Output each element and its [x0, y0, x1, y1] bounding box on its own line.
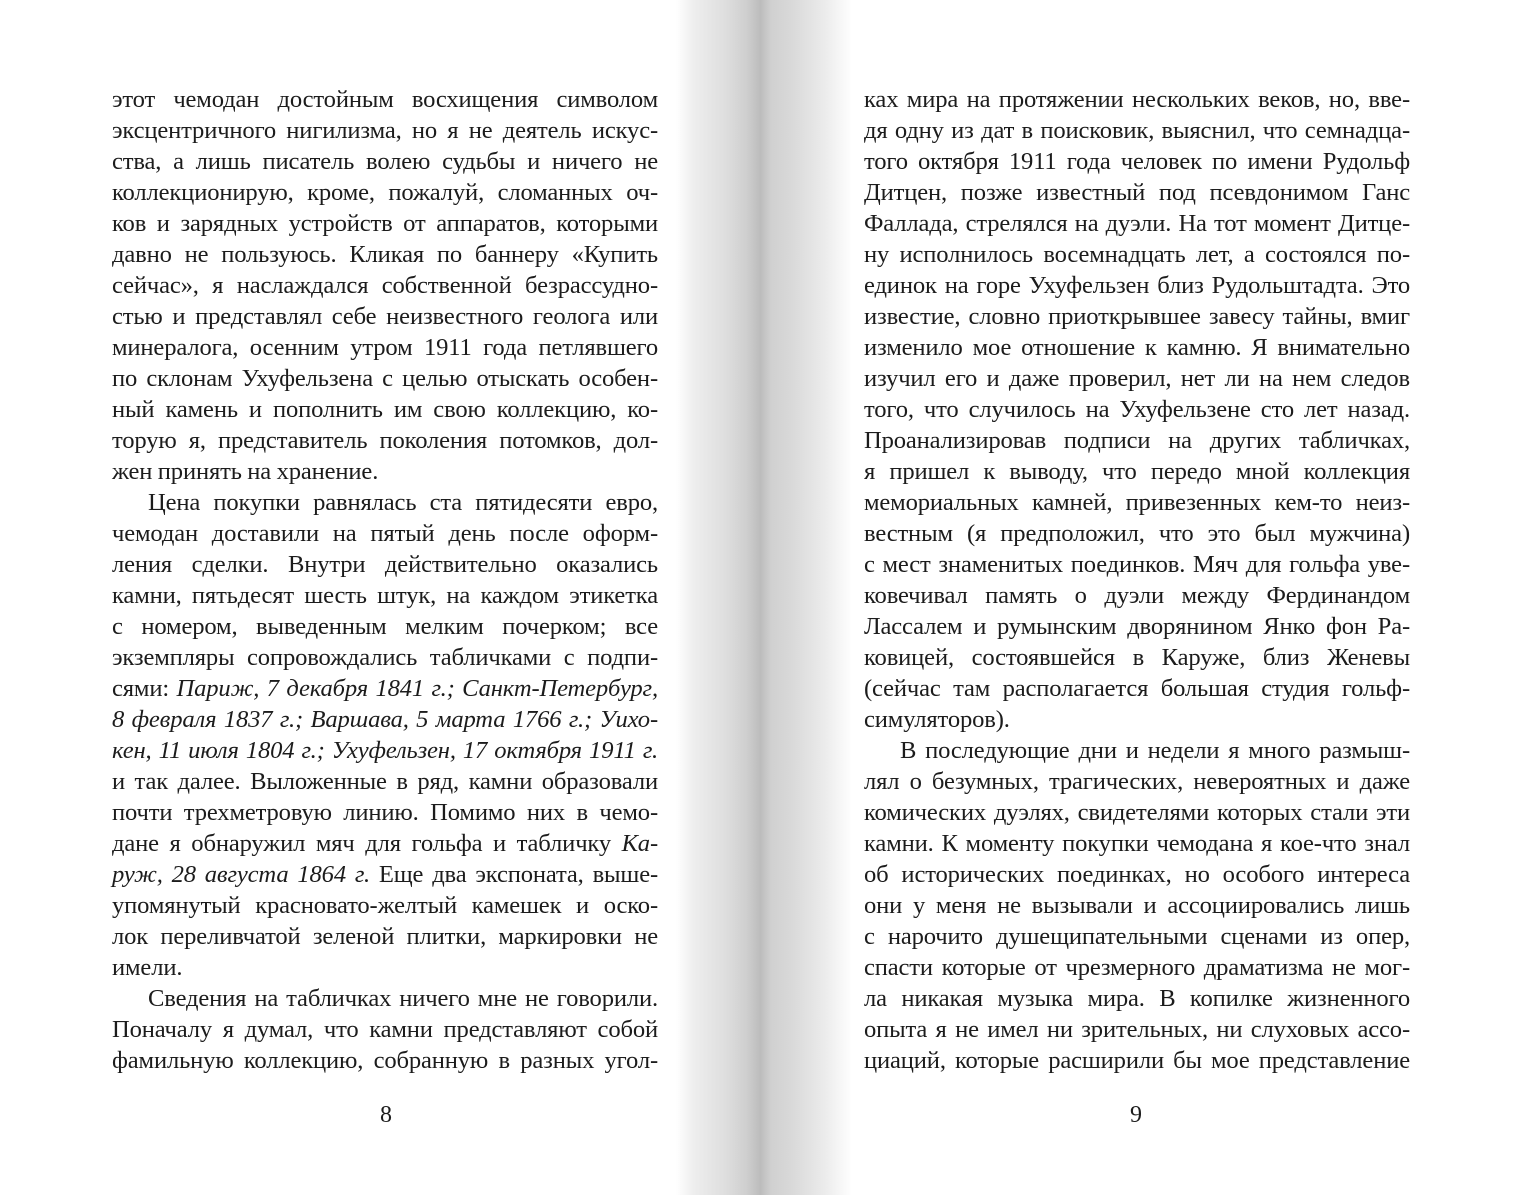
text-segment: Фаллада, стрелялся на дуэли. На тот момент Дитце- — [864, 210, 1410, 237]
text-segment: сями: — [112, 675, 177, 702]
text-segment: мемориальных камней, привезенных кем-то неиз- — [864, 489, 1410, 516]
right-page-text — [864, 84, 1410, 1076]
text-segment: Проанализировав подписи на других табличках, — [864, 427, 1410, 454]
text-segment: камни, пятьдесят шесть штук, на каждом этикетка — [112, 582, 658, 609]
text-segment: ну исполнилось восемнадцать лет, а состоялся по- — [864, 241, 1410, 268]
text-line — [864, 1045, 1410, 1076]
text-segment: жен принять на хранение. — [112, 458, 379, 485]
text-line — [112, 84, 658, 115]
text-line — [864, 952, 1410, 983]
text-line — [112, 952, 658, 983]
text-line — [112, 890, 658, 921]
text-line — [112, 673, 658, 704]
text-line — [112, 828, 658, 859]
text-line — [864, 611, 1410, 642]
text-segment: Еще два экспоната, выше- — [369, 861, 658, 888]
text-line — [864, 704, 1410, 735]
text-segment: я пришел к выводу, что передо мной коллекция — [864, 458, 1410, 485]
text-segment: сейчас», я наслаждался собственной безрассудно- — [112, 272, 658, 299]
left-page-text — [112, 84, 658, 1076]
text-line — [112, 983, 658, 1014]
text-line — [864, 518, 1410, 549]
text-segment: чемодан доставили на пятый день после оформ- — [112, 520, 658, 547]
text-segment: изучил его и даже проверил, нет ли на нем следов — [864, 365, 1410, 392]
text-segment: известие, словно приоткрывшее завесу тайны, вмиг — [864, 303, 1410, 330]
italic-text-segment: руж, 28 августа 1864 г. — [112, 861, 370, 888]
text-line — [112, 611, 658, 642]
text-line — [864, 301, 1410, 332]
text-segment: дане я обнаружил мяч для гольфа и табличку — [112, 830, 622, 857]
text-segment: ках мира на протяжении нескольких веков, но, вве- — [864, 86, 1410, 113]
text-line — [864, 797, 1410, 828]
text-line — [864, 983, 1410, 1014]
text-segment: Дитцен, позже известный под псевдонимом Ганс — [864, 179, 1410, 206]
text-segment: фамильную коллекцию, собранную в разных угол- — [112, 1047, 658, 1074]
text-line — [864, 115, 1410, 146]
text-segment: имели. — [112, 954, 183, 981]
text-line — [112, 518, 658, 549]
text-line — [112, 1014, 658, 1045]
text-line — [112, 301, 658, 332]
text-segment: этот чемодан достойным восхищения символом — [112, 86, 658, 113]
text-segment: ков и зарядных устройств от аппаратов, которыми — [112, 210, 658, 237]
text-segment: экземпляры сопровождались табличками с подпи- — [112, 644, 658, 671]
text-line — [864, 735, 1410, 766]
text-line — [864, 456, 1410, 487]
text-segment: упомянутый красновато-желтый камешек и оско- — [112, 892, 658, 919]
text-line — [864, 84, 1410, 115]
text-line — [864, 890, 1410, 921]
italic-text-segment: Париж, 7 декабря 1841 г.; Санкт-Петербург, — [176, 675, 658, 702]
text-line — [864, 1014, 1410, 1045]
text-line — [864, 208, 1410, 239]
text-segment: опыта я не имел ни зрительных, ни слуховых ассо- — [864, 1016, 1410, 1043]
book-gutter-shadow — [676, 0, 852, 1195]
text-line — [864, 642, 1410, 673]
text-segment: лял о безумных, трагических, невероятных и даже — [864, 768, 1410, 795]
text-segment: симуляторов). — [864, 706, 1010, 733]
text-segment: почти трехметровую линию. Помимо них в чемо- — [112, 799, 658, 826]
text-segment: ства, а лишь писатель волею судьбы и ничего не — [112, 148, 658, 175]
text-segment: того, что случилось на Ухуфельзене сто лет назад. — [864, 396, 1410, 423]
text-segment: камни. К моменту покупки чемодана я кое-что знал — [864, 830, 1410, 857]
text-segment: (сейчас там располагается большая студия гольф- — [864, 675, 1410, 702]
text-segment: с нарочито душещипательными сценами из опер, — [864, 923, 1410, 950]
text-segment: ный камень и пополнить им свою коллекцию, ко- — [112, 396, 658, 423]
text-line — [112, 580, 658, 611]
text-line — [112, 704, 658, 735]
italic-text-segment: 8 февраля 1837 г.; Варшава, 5 марта 1766 г.; Уихо- — [112, 706, 658, 733]
text-line — [864, 580, 1410, 611]
text-line — [864, 487, 1410, 518]
text-segment: эксцентричного нигилизма, но я не деятель искус- — [112, 117, 658, 144]
text-line — [864, 363, 1410, 394]
text-line — [864, 177, 1410, 208]
text-segment: В последующие дни и недели я много размыш- — [900, 737, 1410, 764]
left-page-number: 8 — [380, 1102, 392, 1128]
text-line — [864, 394, 1410, 425]
text-line — [864, 766, 1410, 797]
text-segment: Сведения на табличках ничего мне не говорили. — [148, 985, 658, 1012]
text-segment: минералога, осенним утром 1911 года петлявшего — [112, 334, 658, 361]
text-line — [112, 642, 658, 673]
text-segment: стью и представлял себе неизвестного геолога или — [112, 303, 658, 330]
text-segment: ковицей, состоявшейся в Каруже, близ Женевы — [864, 644, 1410, 671]
text-segment: и так далее. Выложенные в ряд, камни образовали — [112, 768, 658, 795]
text-segment: об исторических поединках, но особого интереса — [864, 861, 1410, 888]
text-line — [864, 673, 1410, 704]
text-line — [112, 1045, 658, 1076]
text-segment: по склонам Ухуфельзена с целью отыскать особен- — [112, 365, 658, 392]
text-segment: Цена покупки равнялась ста пятидесяти евро, — [148, 489, 658, 516]
text-line — [864, 828, 1410, 859]
text-line — [112, 332, 658, 363]
text-segment: ления сделки. Внутри действительно оказались — [112, 551, 658, 578]
text-segment: торую я, представитель поколения потомков, дол- — [112, 427, 658, 454]
text-line — [112, 766, 658, 797]
text-segment: дя одну из дат в поисковик, выяснил, что семнадца- — [864, 117, 1410, 144]
text-line — [864, 921, 1410, 952]
text-line — [864, 425, 1410, 456]
text-segment: изменило мое отношение к камню. Я внимательно — [864, 334, 1410, 361]
text-line — [864, 146, 1410, 177]
text-line — [864, 239, 1410, 270]
text-segment: ла никакая музыка мира. В копилке жизненного — [864, 985, 1410, 1012]
text-segment: Лассалем и румынским дворянином Янко фон Ра- — [864, 613, 1410, 640]
text-line — [112, 208, 658, 239]
text-line — [112, 115, 658, 146]
text-segment: того октября 1911 года человек по имени Рудольф — [864, 148, 1410, 175]
right-page-number: 9 — [1130, 1102, 1142, 1128]
text-segment: Поначалу я думал, что камни представляют собой — [112, 1016, 658, 1043]
text-line — [864, 332, 1410, 363]
text-line — [112, 239, 658, 270]
text-line — [112, 270, 658, 301]
text-line — [112, 797, 658, 828]
text-segment: лок переливчатой зеленой плитки, маркировки не — [112, 923, 658, 950]
text-line — [112, 456, 658, 487]
text-segment: давно не пользуюсь. Кликая по баннеру «Купить — [112, 241, 658, 268]
text-line — [112, 363, 658, 394]
text-line — [112, 549, 658, 580]
text-line — [864, 549, 1410, 580]
text-line — [112, 177, 658, 208]
text-segment: с мест знаменитых поединков. Мяч для гольфа уве- — [864, 551, 1410, 578]
text-segment: ковечивал память о дуэли между Фердинандом — [864, 582, 1410, 609]
text-line — [864, 859, 1410, 890]
italic-text-segment: Ка- — [621, 830, 658, 857]
text-line — [112, 735, 658, 766]
text-line — [112, 921, 658, 952]
text-line — [112, 425, 658, 456]
text-line — [112, 859, 658, 890]
text-line — [112, 394, 658, 425]
text-segment: комических дуэлях, свидетелями которых стали эти — [864, 799, 1410, 826]
text-segment: единок на горе Ухуфельзен близ Рудольштадта. Это — [864, 272, 1410, 299]
italic-text-segment: кен, 11 июля 1804 г.; Ухуфельзен, 17 октября 1911 г. — [112, 737, 658, 764]
text-segment: они у меня не вызывали и ассоциировались лишь — [864, 892, 1410, 919]
text-line — [864, 270, 1410, 301]
text-line — [112, 146, 658, 177]
text-segment: циаций, которые расширили бы мое представление — [864, 1047, 1410, 1074]
text-segment: спасти которые от чрезмерного драматизма не мог- — [864, 954, 1410, 981]
text-line — [112, 487, 658, 518]
text-segment: вестным (я предположил, что это был мужчина) — [864, 520, 1410, 547]
text-segment: с номером, выведенным мелким почерком; все — [112, 613, 658, 640]
text-segment: коллекционирую, кроме, пожалуй, сломанных оч- — [112, 179, 658, 206]
